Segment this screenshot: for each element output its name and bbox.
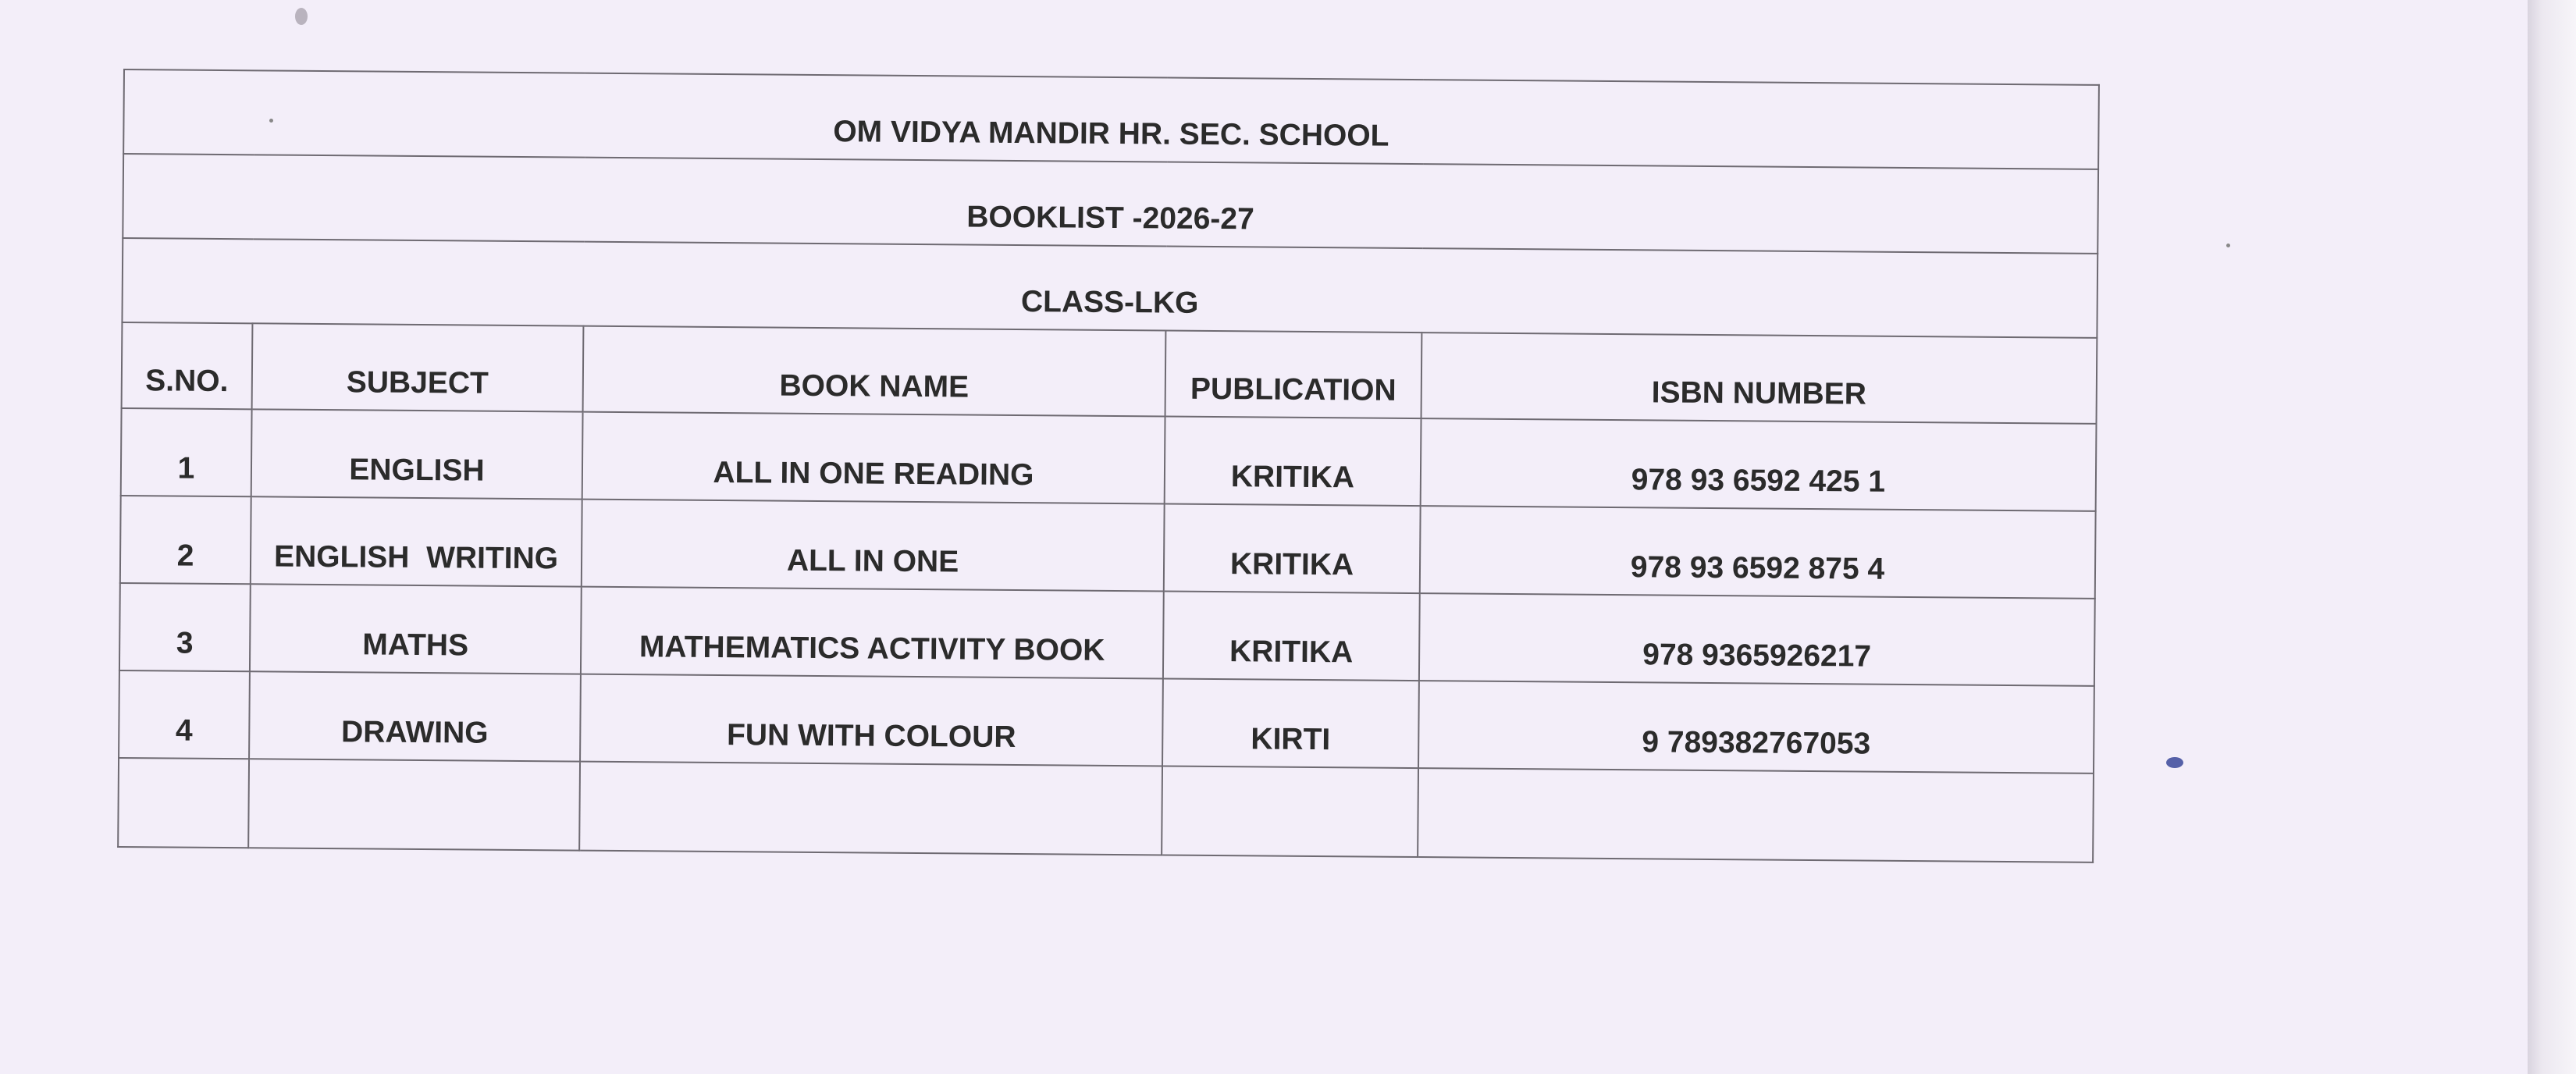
cell-sno: 4 <box>119 670 250 759</box>
cell-publication: KIRTI <box>1162 678 1419 768</box>
booklist-title-row <box>123 154 2098 254</box>
cell-subject: ENGLISH WRITING <box>251 496 582 586</box>
class-label-row <box>122 238 2097 338</box>
cell-book-name: MATHEMATICS ACTIVITY BOOK <box>581 587 1164 679</box>
class-label: CLASS-LKG <box>122 238 2097 338</box>
header-publication: PUBLICATION <box>1165 330 1422 418</box>
table-row <box>120 496 2096 599</box>
empty-cell <box>1162 766 1418 857</box>
empty-cell <box>1418 768 2094 862</box>
header-book-name: BOOK NAME <box>583 326 1166 417</box>
table-row <box>121 408 2097 511</box>
scan-speck <box>2166 757 2183 768</box>
cell-subject: ENGLISH <box>251 409 583 499</box>
cell-publication: KRITIKA <box>1163 591 1420 681</box>
cell-subject: DRAWING <box>249 671 581 761</box>
table-header-row <box>122 322 2097 424</box>
table-row <box>119 583 2095 686</box>
cell-book-name: ALL IN ONE <box>582 500 1165 592</box>
table-row <box>119 670 2094 773</box>
scan-edge-shadow <box>2528 0 2576 1074</box>
booklist-title: BOOKLIST -2026-27 <box>123 154 2098 254</box>
empty-table-row <box>118 758 2094 862</box>
cell-subject: MATHS <box>250 584 582 674</box>
cell-publication: KRITIKA <box>1165 416 1421 506</box>
cell-publication: KRITIKA <box>1164 503 1421 593</box>
empty-cell <box>579 762 1162 855</box>
cell-isbn: 978 9365926217 <box>1419 593 2095 686</box>
header-subject: SUBJECT <box>252 323 584 411</box>
cell-book-name: FUN WITH COLOUR <box>580 674 1163 766</box>
cell-isbn: 9 789382767053 <box>1418 681 2094 773</box>
booklist-table <box>117 69 2100 863</box>
cell-sno: 1 <box>121 408 252 496</box>
header-isbn-number: ISBN NUMBER <box>1421 333 2097 424</box>
cell-book-name: ALL IN ONE READING <box>582 412 1165 504</box>
cell-isbn: 978 93 6592 875 4 <box>1420 506 2096 599</box>
cell-sno: 3 <box>119 583 251 671</box>
cell-sno: 2 <box>120 496 251 584</box>
scan-speck <box>2226 244 2230 247</box>
scan-speck <box>295 8 308 25</box>
empty-cell <box>118 758 249 848</box>
header-sno: S.NO. <box>122 322 253 409</box>
empty-cell <box>248 759 580 850</box>
cell-isbn: 978 93 6592 425 1 <box>1421 418 2097 511</box>
school-name-row <box>123 69 2099 169</box>
school-name: OM VIDYA MANDIR HR. SEC. SCHOOL <box>123 69 2099 169</box>
